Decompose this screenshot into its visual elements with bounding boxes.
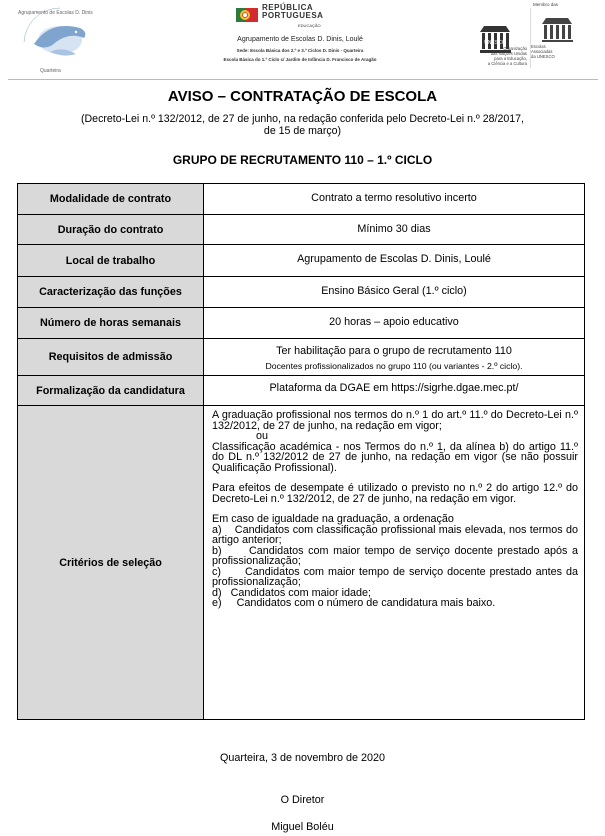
- row-label: Número de horas semanais: [18, 308, 204, 339]
- unesco-word: UNESCO: [484, 40, 506, 46]
- escolas-associadas-caption: [531, 44, 593, 59]
- sede-line: Sede: Escola Básica dos 2.º e 3.º Ciclos D. Dinis - Quarteira: [236, 48, 364, 53]
- row-value: [204, 308, 585, 339]
- unesco-schools-network-logo: [530, 2, 596, 72]
- row-value: [204, 376, 585, 406]
- row-value-subtext: Docentes profissionalizados no grupo 110 (ou variantes - 2.º ciclo).: [265, 361, 523, 371]
- row-value: [204, 339, 585, 376]
- table-row: [18, 184, 585, 215]
- row-label: Duração do contrato: [18, 215, 204, 245]
- table-row: [18, 406, 585, 720]
- portugal-emblem-icon: [236, 5, 258, 25]
- criteria-paragraph: Em caso de igualdade na graduação, a ordenação: [212, 513, 454, 525]
- row-value-text: Agrupamento de Escolas D. Dinis, Loulé: [297, 253, 491, 265]
- item-text: Candidatos com o número de candidatura mais baixo.: [236, 597, 496, 609]
- unesco-caption-line: das Nações Unidas: [490, 51, 527, 56]
- row-label: Formalização da candidatura: [18, 376, 204, 406]
- row-value: [204, 184, 585, 215]
- unesco-caption-line: a Ciência e a Cultura: [487, 61, 527, 66]
- row-value-text: Mínimo 30 dias: [357, 223, 431, 235]
- school-dolphin-logo: [10, 2, 110, 76]
- decreto-reference: [40, 113, 565, 137]
- table-row: [18, 245, 585, 277]
- item-letter: b): [212, 544, 222, 557]
- item-letter: d): [212, 586, 222, 599]
- item-letter: c): [212, 565, 221, 578]
- contract-details-table: [17, 183, 585, 720]
- criteria-content: [204, 406, 585, 720]
- criteria-paragraph: Para efeitos de desempate é utilizado o previsto no n.º 2 do artigo 12.º do Decreto-Lei n.º 132/2012, de 27 de junho, na redação em vigor.: [212, 482, 578, 505]
- republica-text: [262, 4, 323, 20]
- document-title: AVISO – CONTRATAÇÃO DE ESCOLA: [167, 88, 438, 105]
- row-label: Requisitos de admissão: [18, 339, 204, 376]
- table-row: [18, 308, 585, 339]
- row-value-text: Ensino Básico Geral (1.º ciclo): [321, 285, 467, 297]
- row-value: [204, 215, 585, 245]
- row-value-text: Contrato a termo resolutivo incerto: [311, 192, 477, 204]
- decreto-line: (Decreto-Lei n.º 132/2012, de 27 de junho, na redação conferida pelo Decreto-Lei n.º 28/2017,: [81, 113, 524, 125]
- criteria-ou: ou: [256, 430, 269, 442]
- decreto-line: de 15 de março): [263, 125, 342, 137]
- logo-text-bottom: Quarteira: [40, 68, 61, 74]
- membro-caption: Membro das: [533, 2, 559, 7]
- item-text: Candidatos com maior tempo de serviço docente prestado após a profissionalização;: [212, 544, 579, 567]
- item-letter: a): [212, 523, 222, 536]
- item-text: Candidatos com classificação profissional mais elevada, nos termos do artigo anterior;: [212, 523, 578, 546]
- signatory-role: O Diretor: [280, 794, 325, 806]
- row-value-text: Ter habilitação para o grupo de recrutamento 110: [276, 345, 512, 357]
- grupo-recrutamento-title: GRUPO DE RECRUTAMENTO 110 – 1.º CICLO: [172, 153, 433, 167]
- row-value: [204, 277, 585, 308]
- membro-caption-line: Escolas: [531, 44, 546, 49]
- table-row: [18, 339, 585, 376]
- place-date: Quarteira, 3 de novembro de 2020: [219, 752, 386, 764]
- item-letter: e): [212, 597, 222, 609]
- membro-caption-line: da UNESCO: [531, 54, 555, 59]
- criteria-paragraph: A graduação profissional nos termos do n.º 1 do art.º 11.º do Decreto-Lei n.º 132/2012, de 27 de junho, na redação em vigor;: [212, 409, 578, 432]
- portuguesa-word: PORTUGUESA: [262, 11, 324, 20]
- unesco-caption: [471, 46, 527, 66]
- republica-word: REPÚBLICA: [262, 3, 314, 12]
- row-label: Critérios de seleção: [18, 406, 204, 720]
- row-value-text: 20 horas – apoio educativo: [329, 316, 459, 328]
- table-row: [18, 215, 585, 245]
- republica-logo: [236, 4, 376, 30]
- row-label: Local de trabalho: [18, 245, 204, 277]
- criteria-item: [212, 525, 578, 546]
- criteria-item: [212, 546, 578, 567]
- item-text: Candidatos com maior tempo de serviço docente prestado antes da profissionalização;: [212, 565, 579, 588]
- page-header: [0, 0, 605, 80]
- row-label: Modalidade de contrato: [18, 184, 204, 215]
- republic-header: [180, 2, 420, 76]
- escola-line: Escola Básica do 1.º Ciclo c/ Jardim de Infância D. Francisco de Aragão: [223, 57, 377, 62]
- membro-caption-line: Associadas: [531, 49, 553, 54]
- criteria-item: [212, 598, 578, 609]
- signatory-name: Miguel Boléu: [271, 821, 334, 833]
- educacao-word: EDUCAÇÃO: [298, 23, 321, 28]
- row-value: [204, 245, 585, 277]
- table-row: [18, 376, 585, 406]
- agrupamento-name: Agrupamento de Escolas D. Dinis, Loulé: [237, 36, 363, 43]
- unesco-caption-line: Organização: [503, 46, 527, 51]
- header-divider: [8, 79, 598, 80]
- table-row: [18, 277, 585, 308]
- criteria-paragraph: Classificação académica - nos Termos do n.º 1, da alínea b) do artigo 11.º do DL n.º 132/2012 de 27 de junho, na redação em vigor (se não possuir Qualificação Profissional).: [212, 440, 578, 474]
- logo-text-top: Agrupamento de Escolas D. Dinis: [18, 10, 93, 16]
- item-text: Candidatos com maior idade;: [230, 586, 372, 599]
- row-value-link-text: Plataforma da DGAE em https://sigrhe.dgae.mec.pt/: [269, 382, 519, 394]
- criteria-item: [212, 567, 578, 588]
- row-label: Caracterização das funções: [18, 277, 204, 308]
- unesco-caption-line: para a Educação,: [494, 56, 527, 61]
